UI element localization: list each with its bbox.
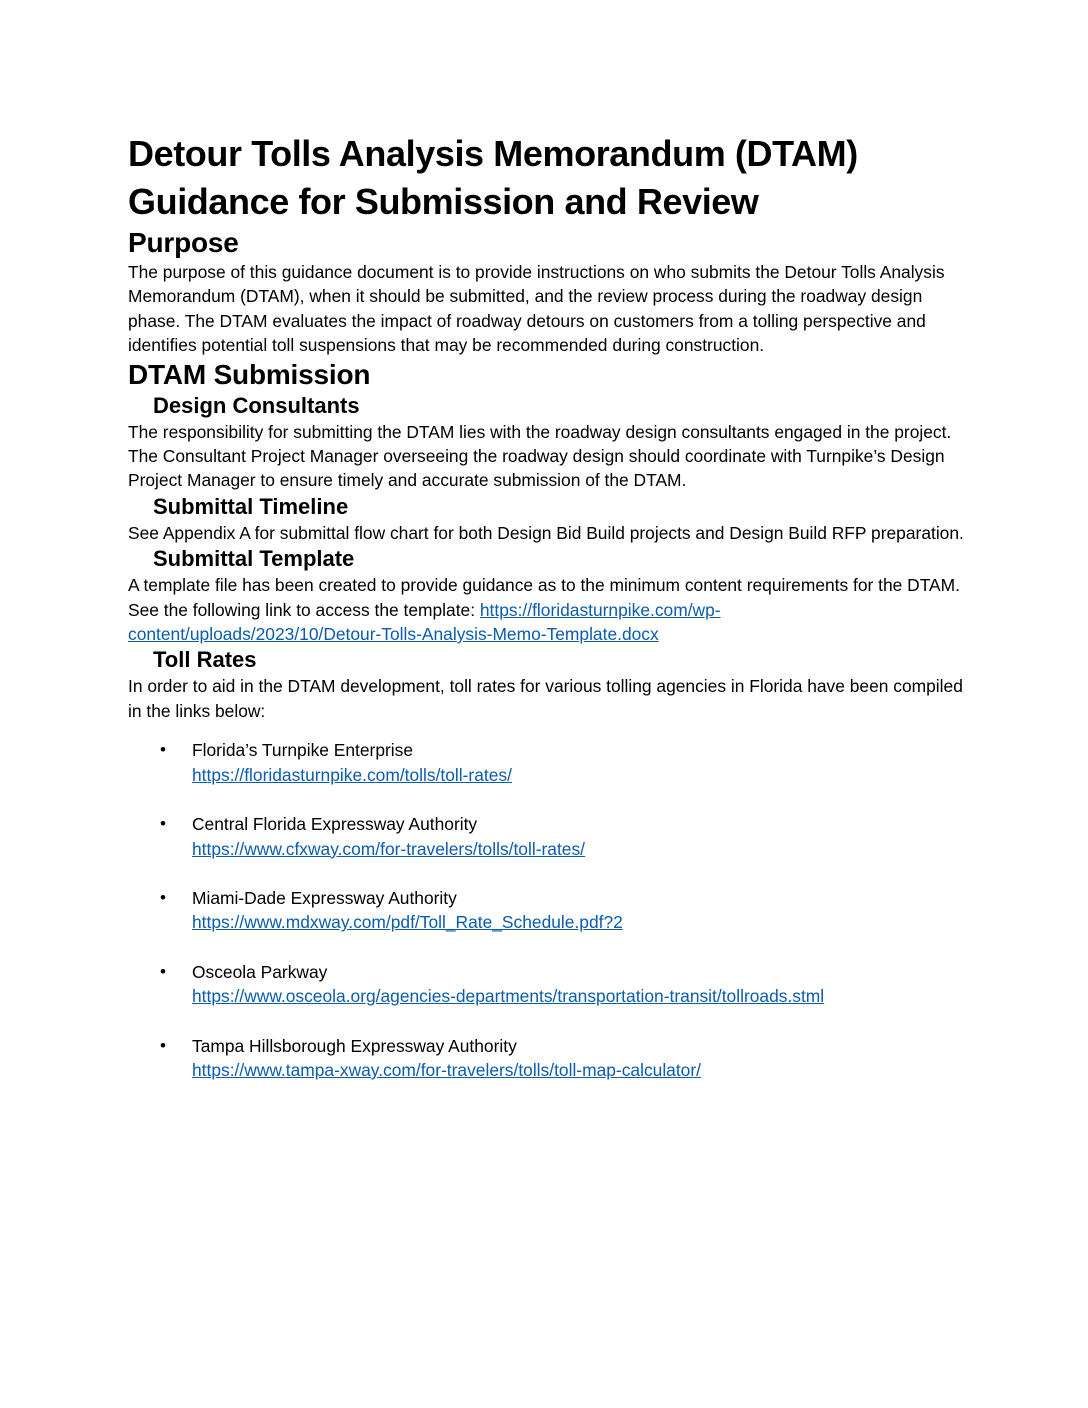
bullet-icon: • [160, 961, 166, 981]
submittal-template-heading: Submittal Template [153, 546, 355, 572]
purpose-heading: Purpose [128, 227, 239, 258]
agency-link[interactable]: https://floridasturnpike.com/tolls/toll-rates/ [192, 764, 512, 785]
design-consultants-paragraph: The responsibility for submitting the DTAM lies with the roadway design consultants engaged in the project. The Consultant Project Manager overseeing the roadway design should coordinate with Turnpike’s Design Project Manager to ensure timely and accurate submission of the DTAM. [128, 421, 952, 491]
document-title-line-2: Guidance for Submission and Review [128, 181, 759, 222]
document-title-line-1: Detour Tolls Analysis Memorandum (DTAM) [128, 133, 858, 174]
document-title [128, 130, 968, 226]
agency-link[interactable]: https://www.cfxway.com/for-travelers/tolls/toll-rates/ [192, 838, 585, 859]
submittal-template-text: A template file has been created to provide guidance as to the minimum content requirements for the DTAM. See the following link to access the template: [128, 575, 960, 620]
design-consultants-heading: Design Consultants [153, 392, 360, 418]
list-item [128, 812, 968, 861]
list-item [128, 1034, 968, 1083]
bullet-icon: • [160, 887, 166, 907]
bullet-icon: • [160, 1035, 166, 1055]
template-link[interactable]: https://floridasturnpike.com/wp-content/uploads/2023/10/Detour-Tolls-Analysis-Memo-Template.docx [128, 599, 721, 645]
list-item [128, 738, 968, 787]
dtam-submission-heading: DTAM Submission [128, 358, 371, 390]
agency-list [128, 738, 968, 1082]
toll-rates-heading: Toll Rates [153, 647, 257, 673]
agency-name: Central Florida Expressway Authority [192, 814, 478, 835]
submittal-timeline-paragraph: See Appendix A for submittal flow chart for both Design Bid Build projects and Design Build RFP preparation. [128, 522, 964, 543]
submittal-timeline-heading: Submittal Timeline [153, 493, 349, 519]
toll-rates-paragraph: In order to aid in the DTAM development, toll rates for various tolling agencies in Florida have been compiled in the links below: [128, 676, 963, 721]
list-item [128, 960, 968, 1009]
agency-name: Florida’s Turnpike Enterprise [192, 740, 414, 761]
list-item [128, 886, 968, 935]
bullet-icon: • [160, 740, 166, 760]
bullet-icon: • [160, 814, 166, 834]
submittal-template-paragraph [128, 573, 968, 646]
agency-link[interactable]: https://www.mdxway.com/pdf/Toll_Rate_Schedule.pdf?2 [192, 912, 623, 933]
purpose-paragraph: The purpose of this guidance document is to provide instructions on who submits the Detour Tolls Analysis Memorandum (DTAM), when it should be submitted, and the review process during the roadway design phase. The DTAM evaluates the impact of roadway detours on customers from a tolling perspective and identifies potential toll suspensions that may be recommended during construction. [128, 262, 945, 356]
agency-name: Tampa Hillsborough Expressway Authority [192, 1035, 517, 1056]
agency-link[interactable]: https://www.tampa-xway.com/for-travelers/tolls/toll-map-calculator/ [192, 1059, 701, 1080]
agency-link[interactable]: https://www.osceola.org/agencies-departments/transportation-transit/tollroads.stml [192, 986, 825, 1007]
agency-name: Osceola Parkway [192, 961, 328, 982]
agency-name: Miami-Dade Expressway Authority [192, 887, 457, 908]
